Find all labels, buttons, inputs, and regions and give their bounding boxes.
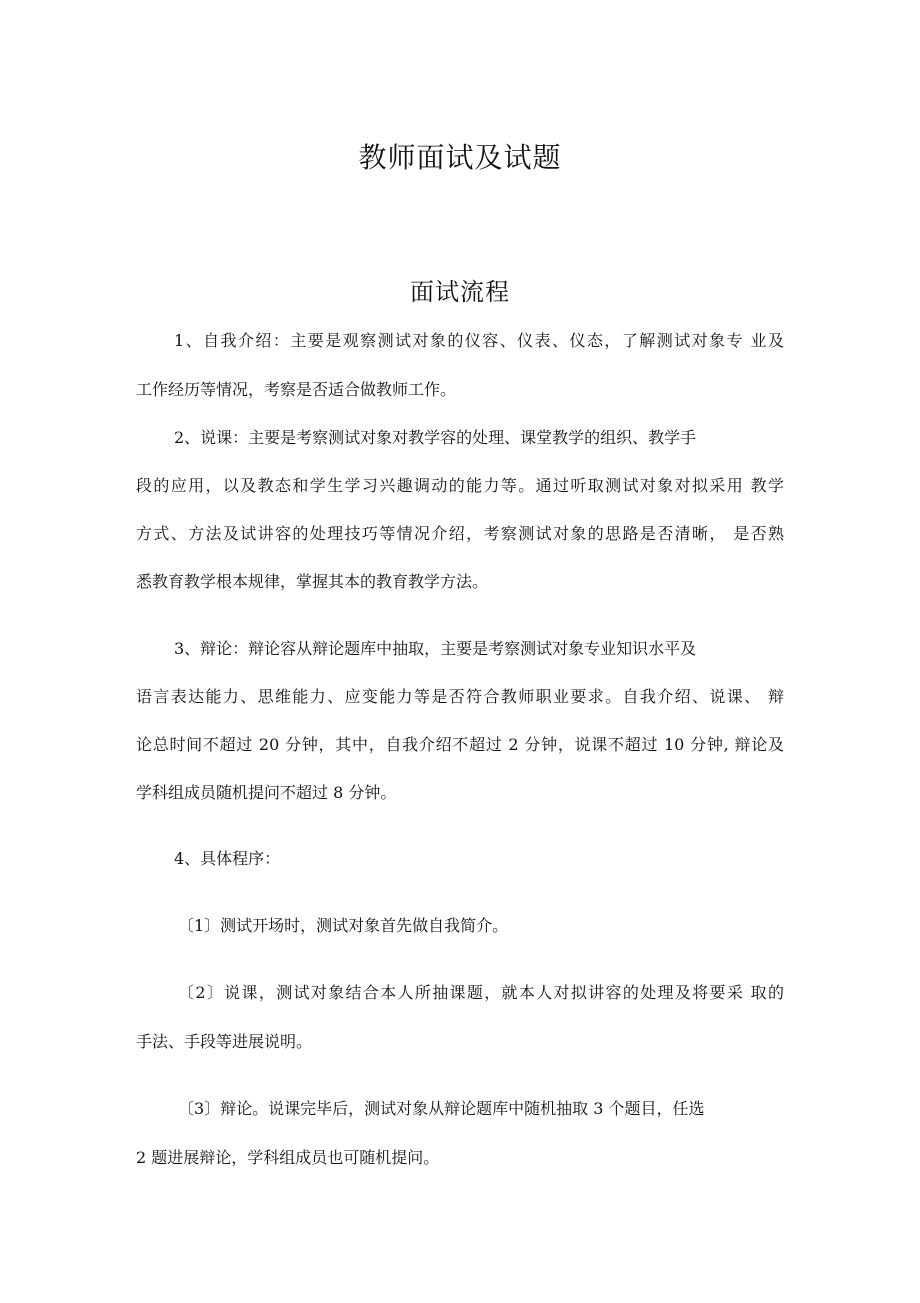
- paragraph-line: 手法、手段等进展说明。: [136, 1032, 313, 1051]
- paragraph-line: 4、具体程序：: [174, 849, 281, 868]
- paragraph-line: 〔3〕辩论。说课完毕后，测试对象从辩论题库中随机抽取 3 个题目，任选: [178, 1099, 705, 1118]
- section-title: 面试流程: [410, 278, 510, 306]
- paragraph-line: 3、辩论：辩论容从辩论题库中抽取，主要是考察测试对象专业知识水平及: [174, 639, 697, 658]
- paragraph-line: 学科组成员随机提问不超过 8 分钟。: [136, 783, 397, 802]
- paragraph-line: 悉教育教学根本规律，掌握其本的教育教学方法。: [136, 572, 489, 591]
- document-title: 教师面试及试题: [358, 141, 562, 174]
- paragraph-line: 〔1〕测试开场时，测试对象首先做自我简介。: [178, 916, 509, 935]
- paragraph-line: 2、说课：主要是考察测试对象对教学容的处理、课堂教学的组织、教学手: [174, 428, 697, 447]
- paragraph-line: 工作经历等情况，考察是否适合做教师工作。: [136, 380, 457, 399]
- paragraph-line: 2 题进展辩论，学科组成员也可随机提问。: [136, 1148, 440, 1167]
- paragraph-line: 论总时间不超过 20 分钟，其中，自我介绍不超过 2 分钟，说课不超过 10 分钟, 辩论及: [136, 735, 784, 754]
- paragraph-line: 〔2〕说课，测试对象结合本人所抽课题，就本人对拟讲容的处理及将要采 取的: [178, 983, 784, 1002]
- paragraph-line: 语言表达能力、思维能力、应变能力等是否符合教师职业要求。自我介绍、说课、 辩: [136, 687, 784, 706]
- paragraph-line: 段的应用，以及教态和学生学习兴趣调动的能力等。通过听取测试对象对拟采用 教学: [136, 476, 784, 495]
- paragraph-line: 方式、方法及试讲容的处理技巧等情况介绍，考察测试对象的思路是否清晰， 是否熟: [136, 524, 784, 543]
- paragraph-line: 1、自我介绍：主要是观察测试对象的仪容、仪表、仪态，了解测试对象专 业及: [174, 331, 784, 350]
